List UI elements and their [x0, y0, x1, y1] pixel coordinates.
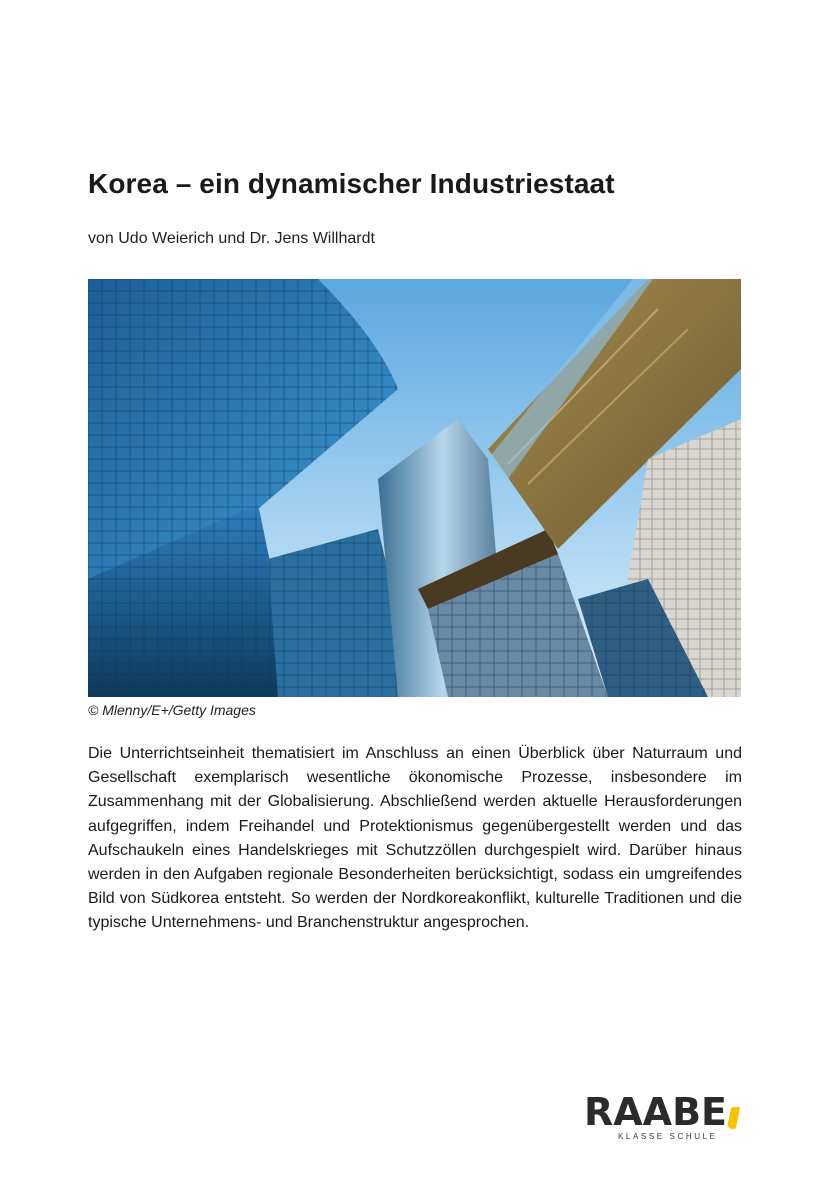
logo-wordmark: RAABE — [584, 1090, 728, 1134]
image-credit: © Mlenny/E+/Getty Images — [88, 702, 256, 718]
skyscraper-photo — [88, 279, 741, 697]
document-title: Korea – ein dynamischer Industriestaat — [88, 168, 615, 199]
logo-comma-icon — [727, 1107, 741, 1129]
raabe-logo — [584, 1092, 754, 1142]
logo-tagline: KLASSE SCHULE — [618, 1132, 718, 1141]
authors-line: von Udo Weierich und Dr. Jens Willhardt — [88, 230, 375, 247]
intro-paragraph: Die Unterrichtseinheit thematisiert im Anschluss an einen Überblick über Naturraum und Gesellschaft exemplarisch wesentliche ökonomische Prozesse, insbesondere im Zusammenhang mit der Globalisierung. Abschließend werden aktuelle Herausforderungen aufgegriffen, indem Freihandel und Protektionismus gegenübergestellt werden und das Aufschaukeln eines Handelskrieges mit Schutzzöllen durchgespielt wird. Darüber hinaus werden in den Aufgaben regionale Besonderheiten berücksichtigt, sodass ein umgreifendes Bild von Südkorea entsteht. So werden der Nordkoreakonflikt, kulturelle Traditionen und die typische Unternehmens- und Branchenstruktur angesprochen. — [88, 745, 742, 932]
